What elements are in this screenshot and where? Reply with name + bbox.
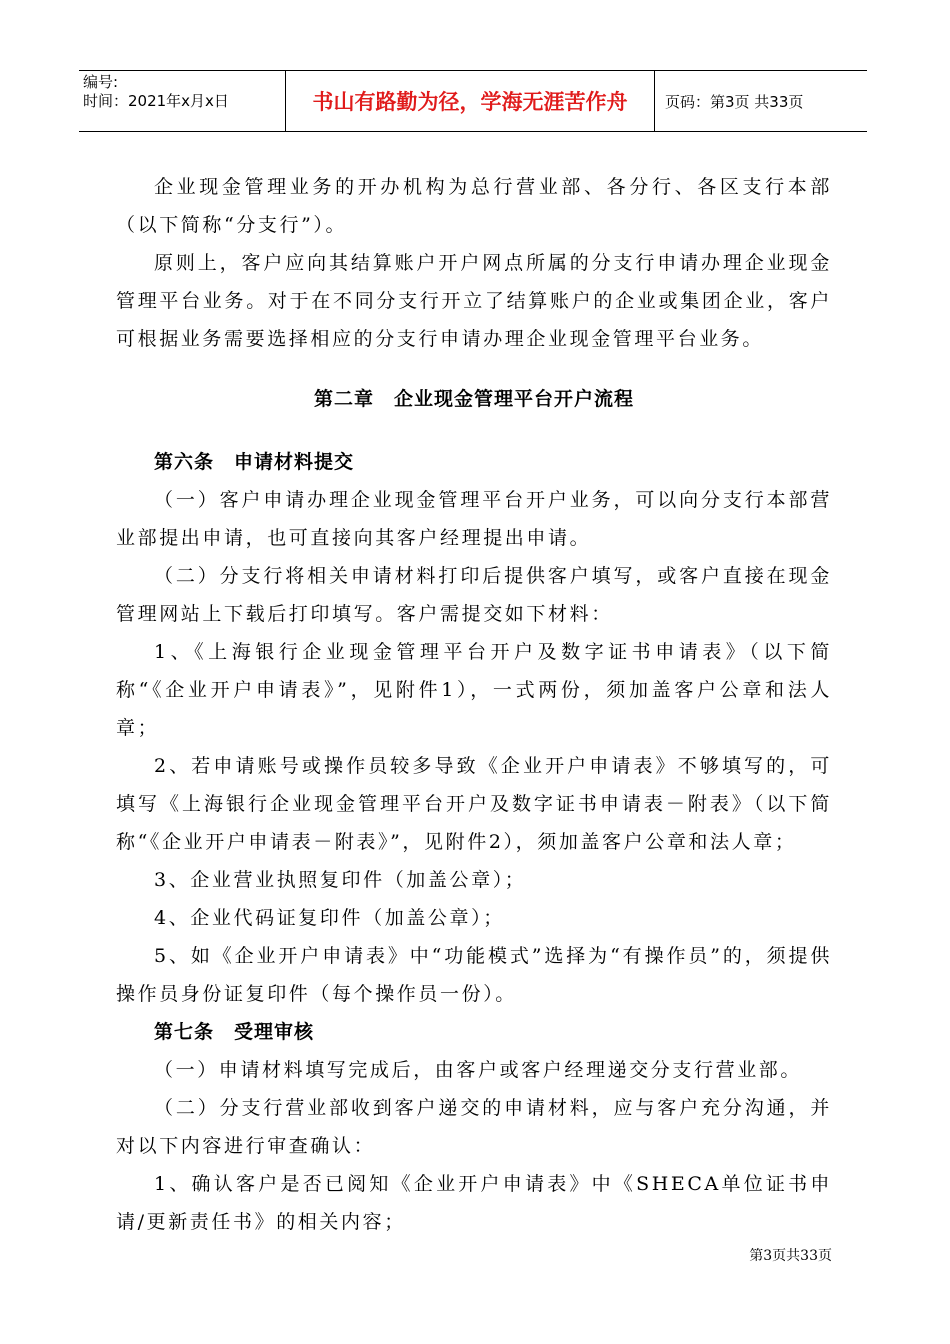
list-item: 3、企业营业执照复印件（加盖公章）； [154,869,527,891]
article-title: 第七条 受理审核 [154,1021,315,1043]
header-meta [79,71,286,131]
list-item: 2、若申请账号或操作员较多导致《企业开户申请表》不够填写的，可填写《上海银行企业现金管理平台开户及数字证书申请表－附表》（以下简称“《企业开户申请表－附表》”，见附件2），须加盖客户公章和法人章； [116,755,832,853]
paragraph: （一）客户申请办理企业现金管理平台开户业务，可以向分支行本部营业部提出申请，也可直接向其客户经理提出申请。 [116,489,832,549]
page-header [79,70,867,132]
paragraph: （二）分支行将相关申请材料打印后提供客户填写，或客户直接在现金管理网站上下载后打印填写。客户需提交如下材料： [116,565,832,625]
list-item: 5、如《企业开户申请表》中“功能模式”选择为“有操作员”的，须提供操作员身份证复印件（每个操作员一份）。 [116,945,832,1005]
header-page-info: 页码：第3页 共33页 [665,92,804,111]
page-footer: 第3页共33页 [749,1248,832,1264]
chapter-title: 第二章 企业现金管理平台开户流程 [313,388,634,410]
time-label: 时间：2021年x月x日 [83,92,229,110]
list-item: 1、确认客户是否已阅知《企业开户申请表》中《SHECA单位证书申请/更新责任书》的相关内容； [116,1173,832,1233]
paragraph: （一）申请材料填写完成后，由客户或客户经理递交分支行营业部。 [154,1059,803,1081]
paragraph: 原则上，客户应向其结算账户开户网点所属的分支行申请办理企业现金管理平台业务。对于在不同分支行开立了结算账户的企业或集团企业，客户可根据业务需要选择相应的分支行申请办理企业现金管理平台业务。 [116,252,832,350]
header-motto: 书山有路勤为径，学海无涯苦作舟 [286,71,655,131]
paragraph: （二）分支行营业部收到客户递交的申请材料，应与客户充分沟通，并对以下内容进行审查确认： [116,1097,832,1157]
list-item: 1、《上海银行企业现金管理平台开户及数字证书申请表》（以下简称“《企业开户申请表》”，见附件1），一式两份，须加盖客户公章和法人章； [116,641,832,739]
article-title: 第六条 申请材料提交 [154,451,355,473]
paragraph: 企业现金管理业务的开办机构为总行营业部、各分行、各区支行本部（以下简称“分支行”）。 [116,176,832,236]
list-item: 4、企业代码证复印件（加盖公章）； [154,907,505,929]
document-body [116,168,832,1241]
number-label: 编号: [83,73,119,91]
